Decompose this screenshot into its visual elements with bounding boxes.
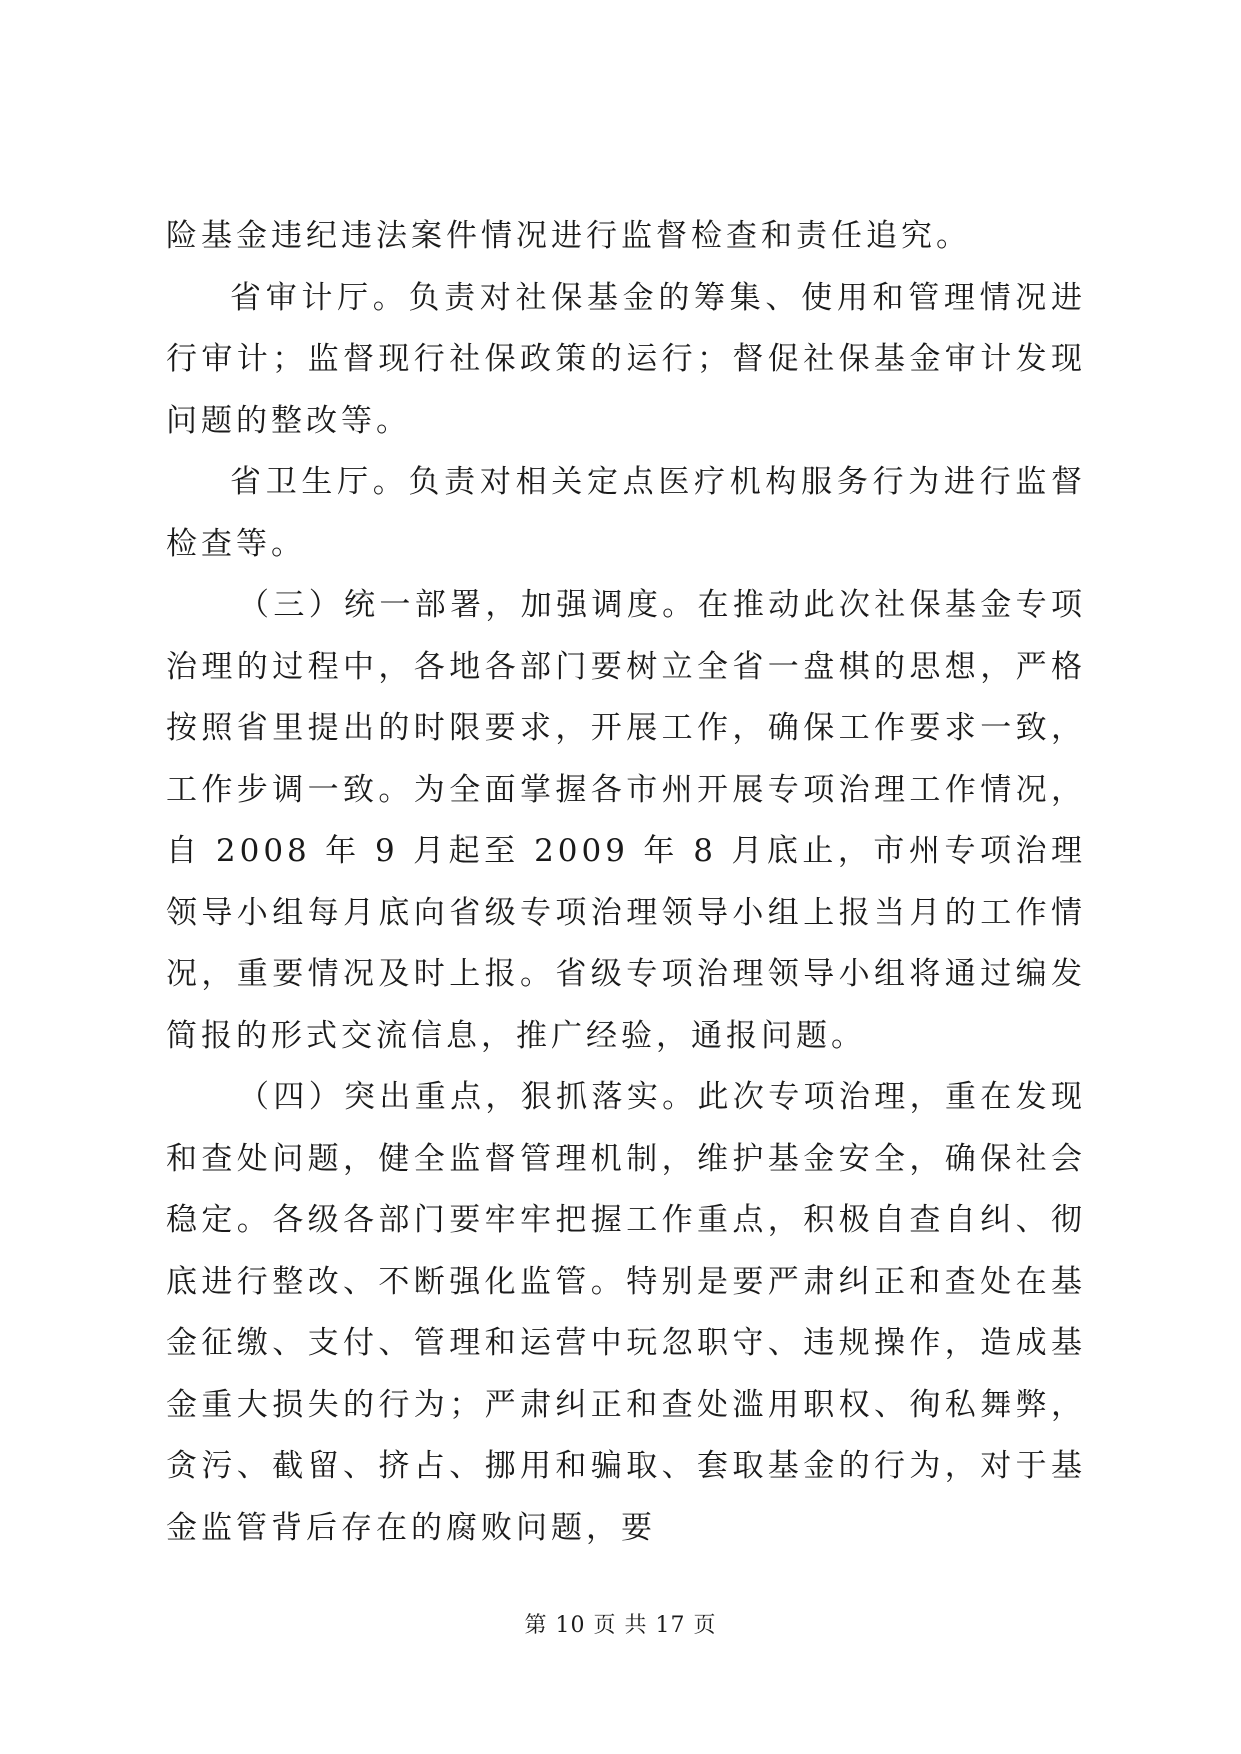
page-number-footer: 第 10 页 共 17 页 [524, 1613, 717, 1638]
paragraph-section-four: （四）突出重点，狠抓落实。此次专项治理，重在发现和查处问题，健全监督管理机制，维护基金安全，确保社会稳定。各级各部门要牢牢把握工作重点，积极自查自纠、彻底进行整改、不断强化监管。特别是要严肃纠正和查处在基金征缴、支付、管理和运营中玩忽职守、违规操作，造成基金重大损失的行为；严肃纠正和查处滥用职权、徇私舞弊，贪污、截留、挤占、挪用和骗取、套取基金的行为，对于基金监管背后存在的腐败问题，要 [166, 1079, 1086, 1546]
document-body [166, 206, 1086, 1559]
paragraph-health-department: 省卫生厅。负责对相关定点医疗机构服务行为进行监督检查等。 [166, 464, 1086, 562]
paragraph-section-three: （三）统一部署，加强调度。在推动此次社保基金专项治理的过程中，各地各部门要树立全省一盘棋的思想，严格按照省里提出的时限要求，开展工作，确保工作要求一致，工作步调一致。为全面掌握各市州开展专项治理工作情况，自 2008 年 9 月起至 2009 年 8 月底止，市州专项治理领导小组每月底向省级专项治理领导小组上报当月的工作情况，重要情况及时上报。省级专项治理领导小组将通过编发简报的形式交流信息，推广经验，通报问题。 [166, 587, 1086, 1054]
paragraph-continuation: 险基金违纪违法案件情况进行监督检查和责任追究。 [166, 218, 971, 254]
paragraph-audit-department: 省审计厅。负责对社保基金的筹集、使用和管理情况进行审计；监督现行社保政策的运行；督促社保基金审计发现问题的整改等。 [166, 279, 1086, 439]
